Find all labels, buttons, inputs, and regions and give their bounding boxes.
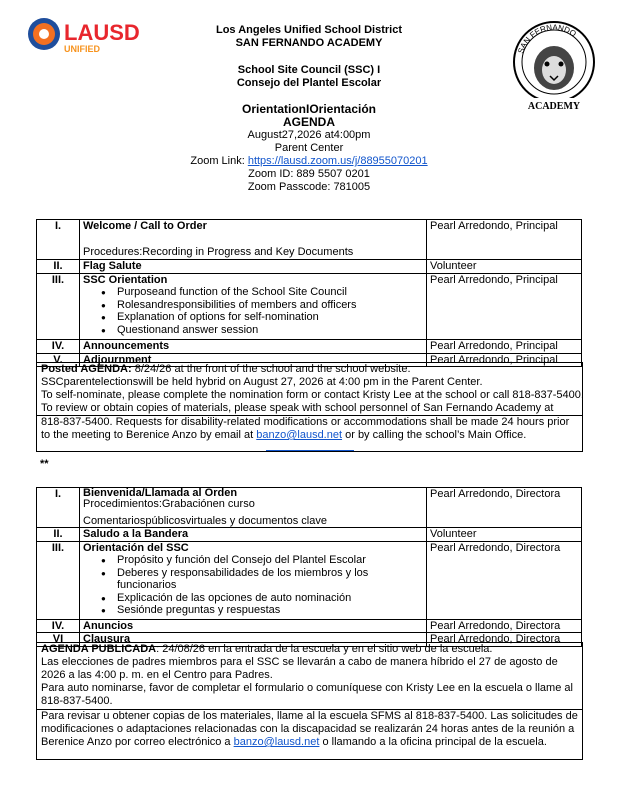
posted-label: Posted AGENDA:: [41, 363, 132, 375]
item-title: SSC Orientation: [83, 273, 168, 286]
list-item: ● Deberes y responsabilidades de los miembros y los funcionarios: [117, 567, 423, 592]
item-title: Anuncios: [80, 619, 427, 633]
item-number: IV.: [37, 340, 80, 354]
notice-text: o llamando a la oficina principal de la escuela.: [319, 736, 547, 748]
item-topic: [80, 541, 427, 619]
notice-box-es: [36, 642, 583, 760]
item-bullets: [83, 554, 423, 617]
item-number: VI: [37, 633, 80, 647]
item-presenter: Pearl Arredondo, Directora: [427, 633, 582, 647]
item-topic: [80, 488, 427, 528]
list-item: ● Explicación de las opciones de auto nominación: [117, 592, 423, 605]
notice-line: [41, 429, 578, 442]
item-title: Announcements: [80, 340, 427, 354]
posted-text: : 24/08/26 en la entrada de la escuela y en el sitio web de la escuela.: [156, 643, 493, 655]
item-number: I.: [37, 488, 80, 528]
separator: **: [40, 458, 49, 470]
item-presenter: Pearl Arredondo, Principal: [427, 273, 582, 340]
council-title-en: School Site Council (SSC) I: [237, 64, 381, 76]
zoom-link[interactable]: https://lausd.zoom.us/j/88955070201: [247, 155, 428, 167]
email-link[interactable]: banzo@lausd.net: [256, 429, 343, 441]
logo-academy-text: ACADEMY: [527, 101, 581, 112]
item-number: II.: [37, 260, 80, 274]
item-presenter: Pearl Arredondo, Principal: [427, 220, 582, 260]
agenda-row: [37, 273, 582, 340]
item-presenter: Pearl Arredondo, Directora: [427, 541, 582, 619]
item-presenter: Pearl Arredondo, Directora: [427, 488, 582, 528]
item-title: Orientación del SSC: [83, 541, 189, 554]
notice-paragraph: [41, 710, 578, 749]
zoom-link-label: Zoom Link:: [190, 155, 248, 167]
lausd-logo-sub: UNIFIED: [64, 44, 100, 54]
item-detail: Procedimientos:Grabaciónen curso: [83, 498, 255, 510]
item-number: II.: [37, 528, 80, 542]
item-presenter: Pearl Arredondo, Directora: [427, 619, 582, 633]
agenda-table-en: [36, 219, 582, 367]
posted-text: 8/24/26 at the front of the school and the school website.: [131, 363, 411, 375]
list-item: ● Propósito y función del Consejo del Plantel Escolar: [117, 554, 423, 567]
notice-paragraph: Las elecciones de padres miembros para el SSC se llevarán a cabo de manera híbrido el 27 de agosto de 2026 a las 4:00 p. m. en el Centro para Padres.: [41, 656, 558, 681]
agenda-row: [37, 528, 582, 542]
notice-line: To self-nominate, please complete the nomination form or contact Kristy Lee at the school or call 818-837-5400.: [41, 389, 584, 401]
item-number: I.: [37, 220, 80, 260]
list-item: ● Rolesandresponsibilities of members and officers: [117, 299, 423, 312]
agenda-row: [37, 619, 582, 633]
blank-link-line: [41, 442, 578, 455]
meeting-date: August27,2026 at4:00pm: [247, 129, 371, 141]
email-link[interactable]: banzo@lausd.net: [233, 736, 320, 748]
item-number: IV.: [37, 619, 80, 633]
item-detail: Procedures:Recording in Progress and Key Documents: [83, 245, 354, 258]
item-bullets: [83, 286, 423, 336]
agenda-title: AGENDA: [282, 115, 335, 129]
agenda-row: [37, 340, 582, 354]
notice-paragraph: Para auto nominarse, favor de completar el formulario o comuníquese con Kristy Lee en la escuela o llame al 818-837-5400.: [37, 682, 582, 710]
notice-box-en: [36, 362, 583, 452]
council-title-es: Consejo del Plantel Escolar: [236, 77, 382, 89]
blank-link[interactable]: [266, 442, 354, 451]
item-number: V.: [37, 353, 80, 367]
posted-label: AGENDA PUBLICADA: [41, 643, 157, 655]
item-number: III.: [37, 273, 80, 340]
agenda-row: [37, 541, 582, 619]
list-item: ● Purposeand function of the School Site Council: [117, 286, 423, 299]
district-name: Los Angeles Unified School District: [215, 24, 402, 36]
meeting-location: Parent Center: [274, 142, 344, 154]
notice-text: Para revisar u obtener copias de los materiales, llame al la escuela SFMS al 818-837-5400. Las solicitudes de modificaciones o adaptaciones relacionadas con la discapacidad se realizarán 24 horas antes de la reunión a Berenice Anzo por correo electrónico a: [41, 710, 578, 748]
item-presenter: Volunteer: [427, 528, 582, 542]
item-title: Bienvenida/Llamada al Orden: [83, 487, 238, 499]
item-topic: [80, 273, 427, 340]
posted-line: [41, 363, 578, 376]
item-title: Flag Salute: [80, 260, 427, 274]
item-title: Clausura: [80, 633, 427, 647]
item-detail: Comentariospúblicosvirtuales y documentos clave: [83, 515, 327, 527]
list-item: ● Explanation of options for self-nomination: [117, 311, 423, 324]
notice-text: to the meeting to Berenice Anzo by email at: [41, 429, 257, 441]
notice-line: 818-837-5400. Requests for disability-related modifications or accommodations shall be made 24 hours prior: [41, 416, 570, 428]
document-header: [0, 14, 618, 194]
list-item: ● Questionand answer session: [117, 324, 423, 337]
item-topic: [80, 220, 427, 260]
item-title: Adjournment: [80, 353, 427, 367]
list-item: ● Sesiónde preguntas y respuestas: [117, 604, 423, 617]
posted-line: [41, 643, 578, 656]
agenda-row: [37, 488, 582, 528]
logo-arc-text: SAN FERNANDO: [516, 22, 578, 55]
item-number: III.: [37, 541, 80, 619]
item-presenter: Volunteer: [427, 260, 582, 274]
item-presenter: Pearl Arredondo, Principal: [427, 340, 582, 354]
zoom-link-line: [0, 155, 618, 168]
school-name: SAN FERNANDO ACADEMY: [235, 37, 383, 49]
agenda-row: [37, 220, 582, 260]
agenda-row: [37, 260, 582, 274]
zoom-passcode: Zoom Passcode: 781005: [247, 181, 371, 193]
item-presenter: Pearl Arredondo, Principal: [427, 353, 582, 367]
zoom-id: Zoom ID: 889 5507 0201: [248, 168, 370, 180]
item-title: Welcome / Call to Order: [83, 220, 207, 232]
notice-text: or by calling the school’s Main Office.: [342, 429, 527, 441]
notice-line: SSCparentelectionswill be held hybrid on August 27, 2026 at 4:00 pm in the Parent Center.: [41, 376, 483, 388]
notice-line: To review or obtain copies of materials, please speak with school personnel of San Fernando Academy at: [37, 402, 582, 416]
agenda-table-es: [36, 487, 582, 647]
item-title: Saludo a la Bandera: [80, 528, 427, 542]
orientation-title: OrientationIOrientación: [241, 102, 376, 116]
lausd-logo-text: LAUSD: [64, 20, 140, 45]
